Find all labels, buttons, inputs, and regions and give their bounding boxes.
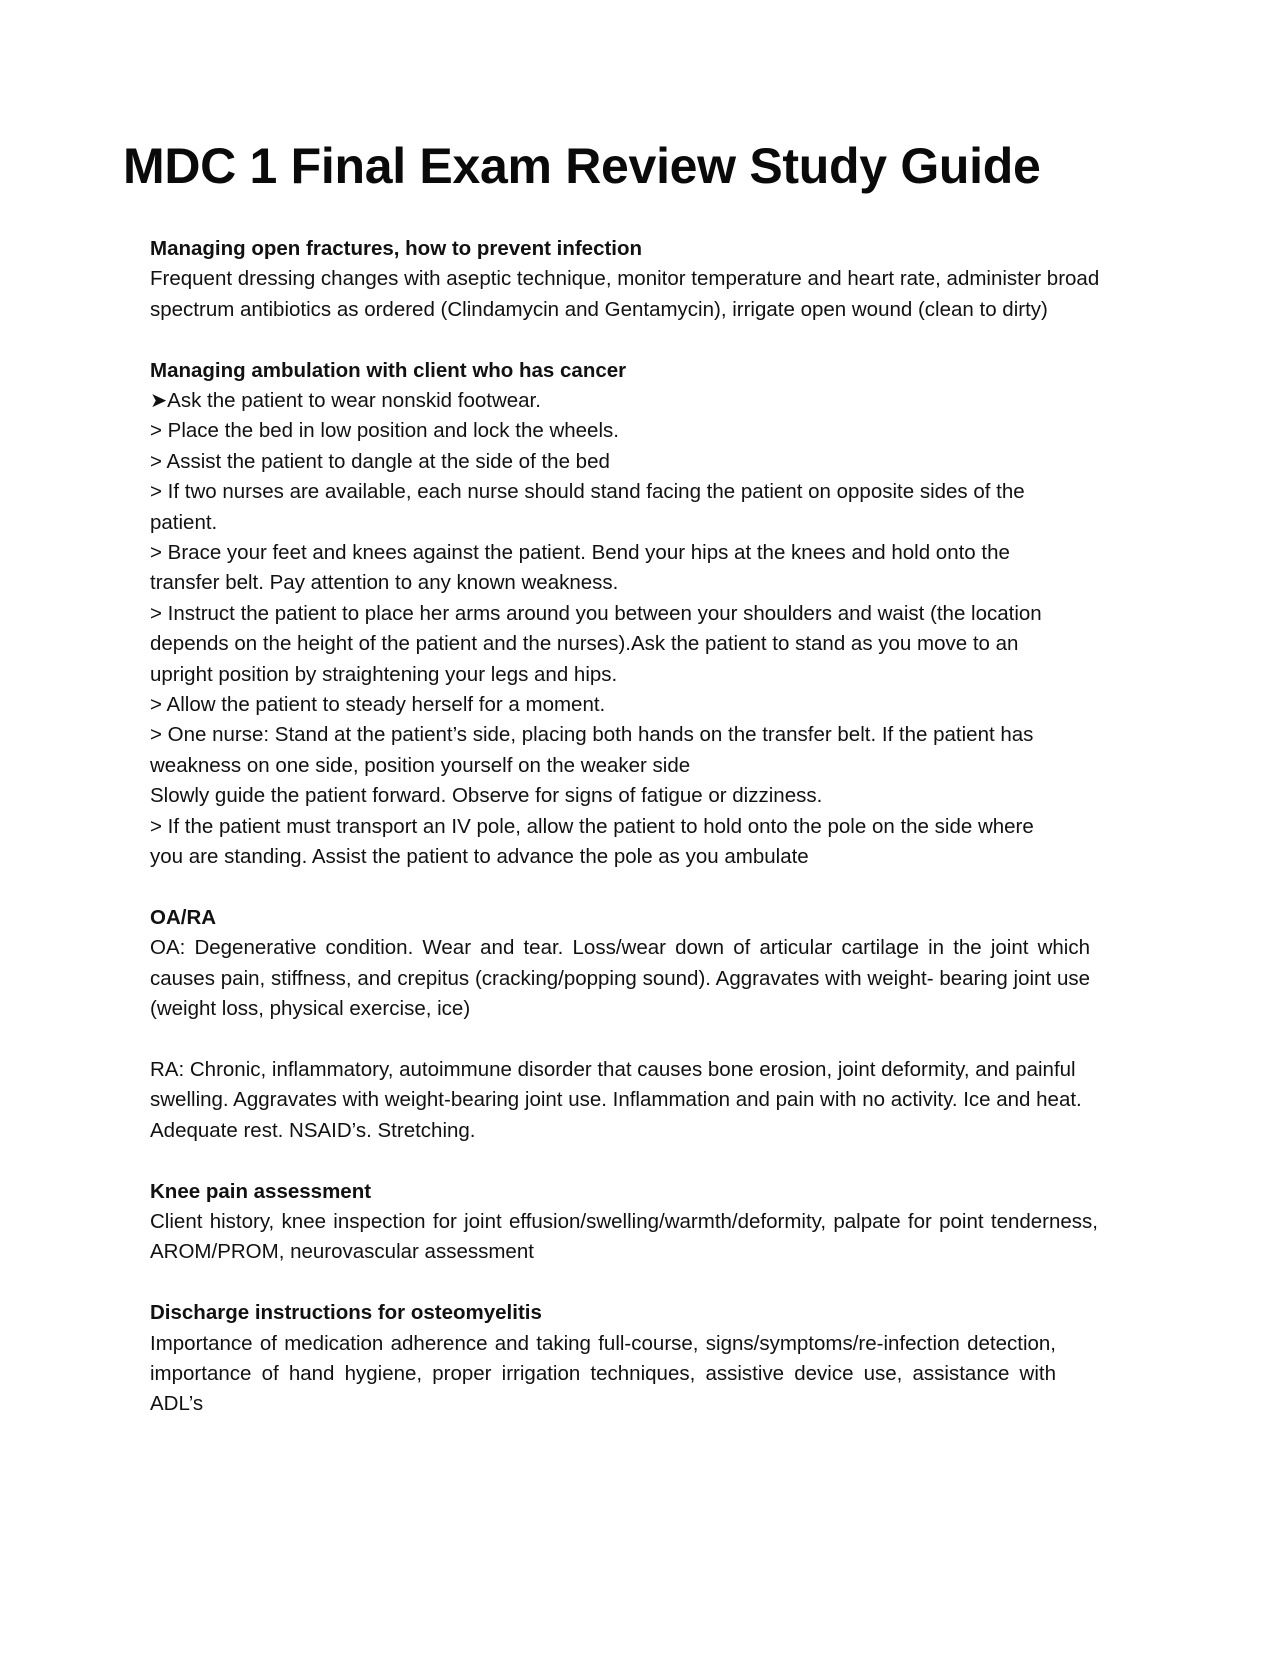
section-text-knee-pain: Client history, knee inspection for joint effusion/swelling/warmth/deformity, palpate for point tenderness, AROM/PROM, neurovascular assessment: [150, 1209, 1098, 1264]
ambulation-step: > If the patient must transport an IV pole, allow the patient to hold onto the pole on the side where you are standing. Assist the patient to advance the pole as you ambulate: [150, 814, 1034, 869]
ra-description: RA: Chronic, inflammatory, autoimmune disorder that causes bone erosion, joint deformity, and painful swelling. Aggravates with weight-bearing joint use. Inflammation and pain with no activity. Ice and heat. Adequate rest. NSAID’s. Stretching.: [150, 1057, 1082, 1142]
section-text-open-fractures: Frequent dressing changes with aseptic technique, monitor temperature and heart rate, administer broad spectrum antibiotics as ordered (Clindamycin and Gentamycin), irrigate open wound (clean to dirty): [150, 267, 1100, 321]
ambulation-step: > Place the bed in low position and lock the wheels.: [150, 419, 619, 443]
section-oa-ra: [150, 903, 1112, 1025]
section-ambulation: [150, 356, 1112, 873]
section-heading-knee-pain: Knee pain assessment: [150, 1179, 372, 1203]
section-osteomyelitis: [150, 1298, 1112, 1420]
section-knee-pain: [150, 1177, 1112, 1268]
ambulation-step: Slowly guide the patient forward. Observe for signs of fatigue or dizziness.: [150, 784, 823, 808]
ambulation-step: > Brace your feet and knees against the patient. Bend your hips at the knees and hold onto the transfer belt. Pay attention to any known weakness.: [150, 541, 1010, 595]
section-heading-oa-ra: OA/RA: [150, 905, 217, 929]
ambulation-step: > One nurse: Stand at the patient’s side, placing both hands on the transfer belt. If the patient has weakness on one side, position yourself on the weaker side: [150, 723, 1034, 777]
section-heading-osteomyelitis: Discharge instructions for osteomyelitis: [150, 1301, 542, 1325]
ambulation-step: > Instruct the patient to place her arms around you between your shoulders and waist (the location depends on the height of the patient and the nurses).Ask the patient to stand as you move to an upright position by straightening your legs and hips.: [150, 601, 1042, 686]
document-title: MDC 1 Final Exam Review Study Guide: [123, 138, 1041, 194]
section-open-fractures: [150, 234, 1112, 325]
section-text-osteomyelitis: Importance of medication adherence and taking full-course, signs/symptoms/re-infection detection, importance of hand hygiene, proper irrigation techniques, assistive device use, assistance with ADL’s: [150, 1331, 1056, 1416]
document-body: [150, 234, 1112, 1450]
ambulation-step: > Allow the patient to steady herself for a moment.: [150, 693, 606, 717]
ambulation-step: > If two nurses are available, each nurse should stand facing the patient on opposite sides of the patient.: [150, 480, 1025, 534]
section-heading-open-fractures: Managing open fractures, how to prevent infection: [150, 237, 643, 260]
section-ra: [150, 1055, 1112, 1146]
section-heading-ambulation: Managing ambulation with client who has cancer: [150, 358, 627, 382]
ambulation-step: > Assist the patient to dangle at the side of the bed: [150, 449, 610, 473]
ambulation-step: ➤Ask the patient to wear nonskid footwear.: [150, 389, 541, 413]
ambulation-steps-list: [150, 386, 1112, 873]
oa-description: OA: Degenerative condition. Wear and tear. Loss/wear down of articular cartilage in the joint which causes pain, stiffness, and crepitus (cracking/popping sound). Aggravates with weight- bearing joint use (weight loss, physical exercise, ice): [150, 936, 1090, 1021]
